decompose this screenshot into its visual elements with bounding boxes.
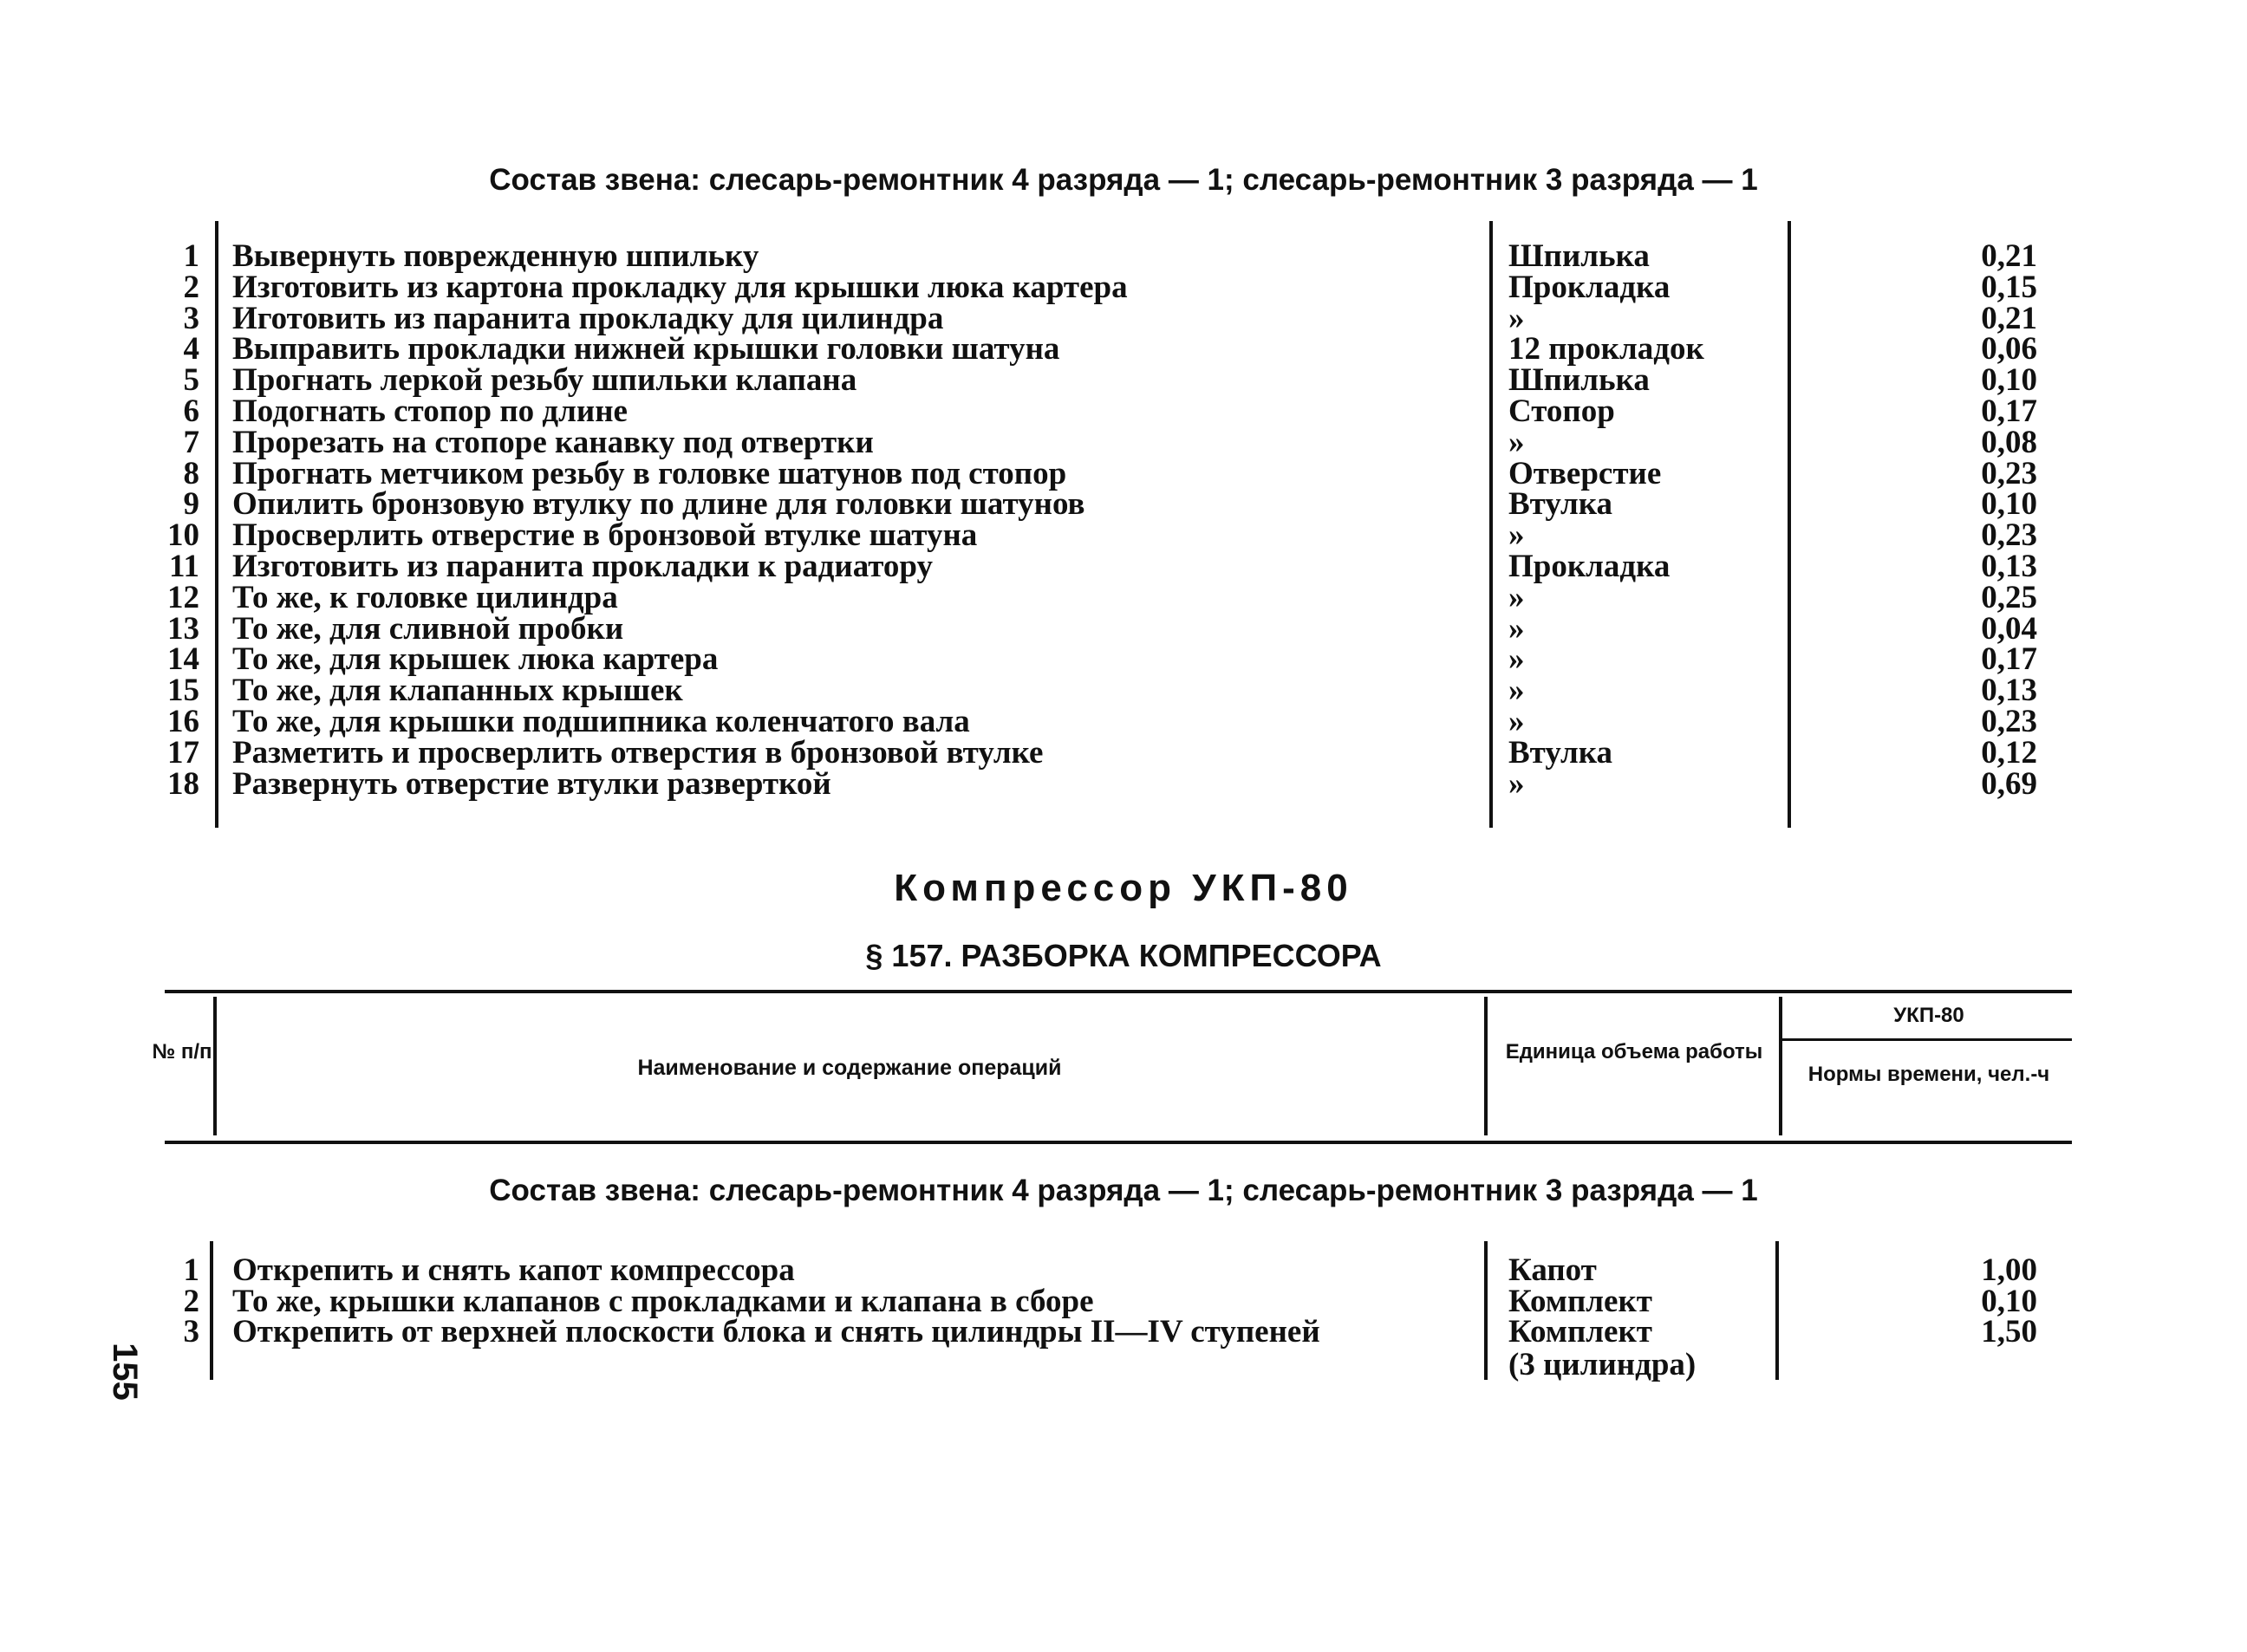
table-row xyxy=(0,486,2247,523)
table-row xyxy=(0,579,2247,615)
time-norm: 0,21 xyxy=(1981,238,2037,274)
work-unit: » xyxy=(1508,704,1525,739)
operation-text: Прогнать леркой резьбу шпильки клапана xyxy=(232,362,857,399)
time-norm: 0,10 xyxy=(1981,1283,2037,1319)
header-top-rule xyxy=(165,990,2072,993)
table-row xyxy=(0,610,2247,647)
table-row xyxy=(0,673,2247,709)
time-norm: 0,13 xyxy=(1981,673,2037,709)
work-unit: Втулка xyxy=(1508,734,1612,771)
work-unit: Стопор xyxy=(1508,393,1615,429)
time-norm: 0,23 xyxy=(1981,517,2037,554)
work-unit: 12 прокладок xyxy=(1508,331,1704,367)
header-col-unit: Единица объема работы xyxy=(1505,1040,1763,1063)
row-number: 13 xyxy=(167,610,199,647)
row-number: 14 xyxy=(167,641,199,678)
table-row xyxy=(0,734,2247,771)
table-row xyxy=(0,424,2247,460)
operation-text: То же, для сливной пробки xyxy=(232,610,624,647)
crew-composition-1: Состав звена: слесарь-ремонтник 4 разряда — 1; слесарь-ремонтник 3 разряда — 1 xyxy=(489,163,1758,197)
header-col-group: УКП-80 xyxy=(1893,1004,1964,1027)
table-row xyxy=(0,765,2247,802)
operation-text: Просверлить отверстие в бронзовой втулке шатуна xyxy=(232,517,978,554)
row-number: 9 xyxy=(183,486,199,523)
time-norm: 0,23 xyxy=(1981,704,2037,739)
operation-text: То же, крышки клапанов с прокладками и клапана в сборе xyxy=(232,1283,1094,1319)
row-number: 10 xyxy=(167,517,199,554)
time-norm: 0,17 xyxy=(1981,393,2037,429)
time-norm: 0,25 xyxy=(1981,579,2037,615)
work-unit-note: (3 цилиндра) xyxy=(1508,1347,1697,1382)
row-number: 11 xyxy=(169,549,199,584)
work-unit: Втулка xyxy=(1508,486,1612,523)
section-title: § 157. РАЗБОРКА КОМПРЕССОРА xyxy=(865,938,1382,973)
work-unit: » xyxy=(1508,300,1525,336)
row-number: 3 xyxy=(183,300,199,336)
work-unit: » xyxy=(1508,579,1525,615)
row-number: 6 xyxy=(183,393,199,429)
time-norm: 0,69 xyxy=(1981,765,2037,802)
header-divider-unit xyxy=(1779,997,1782,1135)
work-unit: Прокладка xyxy=(1508,549,1671,584)
work-unit: Прокладка xyxy=(1508,269,1671,305)
operation-text: Открепить от верхней плоскости блока и снять цилиндры II—IV ступеней xyxy=(232,1314,1320,1350)
table-row xyxy=(0,706,2247,738)
header-col-norm: Нормы времени, чел.-ч xyxy=(1807,1063,2050,1086)
operation-text: Развернуть отверстие втулки разверткой xyxy=(232,765,831,802)
table-row xyxy=(0,393,2247,429)
operation-text: То же, для клапанных крышек xyxy=(232,673,683,709)
table-row xyxy=(0,1252,2247,1288)
table-row xyxy=(0,455,2247,491)
operation-text: То же, для крышек люка картера xyxy=(232,641,719,678)
time-norm: 0,08 xyxy=(1981,424,2037,460)
row-number: 18 xyxy=(167,765,199,802)
header-group-rule xyxy=(1782,1038,2072,1041)
table-row xyxy=(0,269,2247,305)
time-norm: 1,00 xyxy=(1981,1252,2037,1288)
time-norm: 0,23 xyxy=(1981,455,2037,491)
operation-text: Прогнать метчиком резьбу в головке шатунов под стопор xyxy=(232,455,1067,491)
operation-text: Прорезать на стопоре канавку под отвертки xyxy=(232,424,874,460)
table-row xyxy=(0,641,2247,678)
header-col-operation: Наименование и содержание операций xyxy=(637,1056,1062,1080)
row-number: 7 xyxy=(183,424,199,460)
work-unit: » xyxy=(1508,765,1525,802)
row-number: 17 xyxy=(167,734,199,771)
table-row xyxy=(0,331,2247,367)
operation-text: Выправить прокладки нижней крышки головки шатуна xyxy=(232,331,1060,367)
page-number: 155 xyxy=(105,1343,144,1401)
row-number: 16 xyxy=(167,704,199,739)
crew-composition-2: Состав звена: слесарь-ремонтник 4 разряда — 1; слесарь-ремонтник 3 разряда — 1 xyxy=(489,1174,1758,1207)
row-number: 1 xyxy=(183,1252,199,1288)
time-norm: 0,10 xyxy=(1981,486,2037,523)
operation-text: Иготовить из паранита прокладку для цилиндра xyxy=(232,300,944,336)
heading-compressor: Компрессор УКП-80 xyxy=(894,867,1353,909)
work-unit: » xyxy=(1508,610,1525,647)
row-number: 4 xyxy=(183,331,199,367)
time-norm: 0,12 xyxy=(1981,734,2037,771)
operation-text: Открепить и снять капот компрессора xyxy=(232,1252,795,1288)
operation-text: Опилить бронзовую втулку по длине для головки шатунов xyxy=(232,486,1085,523)
row-number: 2 xyxy=(183,1283,199,1319)
operation-text: То же, для крышки подшипника коленчатого вала xyxy=(232,704,970,739)
work-unit: » xyxy=(1508,641,1525,678)
time-norm: 0,21 xyxy=(1981,300,2037,336)
work-unit: » xyxy=(1508,673,1525,709)
table-row xyxy=(0,517,2247,554)
row-number: 5 xyxy=(183,362,199,399)
operation-text: Разметить и просверлить отверстия в бронзовой втулке xyxy=(232,734,1044,771)
time-norm: 1,50 xyxy=(1981,1314,2037,1350)
work-unit: » xyxy=(1508,424,1525,460)
work-unit: Капот xyxy=(1508,1252,1597,1288)
time-norm: 0,15 xyxy=(1981,269,2037,305)
time-norm: 0,06 xyxy=(1981,331,2037,367)
table-row xyxy=(0,300,2247,336)
operation-text: Подогнать стопор по длине xyxy=(232,393,628,429)
work-unit: Шпилька xyxy=(1508,362,1650,399)
table-row xyxy=(0,238,2247,274)
time-norm: 0,17 xyxy=(1981,641,2037,678)
operation-text: Вывернуть поврежденную шпильку xyxy=(232,238,759,274)
table-row xyxy=(0,362,2247,399)
time-norm: 0,13 xyxy=(1981,549,2037,584)
header-col-num: № п/п xyxy=(152,1040,212,1063)
time-norm: 0,10 xyxy=(1981,362,2037,399)
header-bottom-rule xyxy=(165,1141,2072,1144)
work-unit: Отверстие xyxy=(1508,455,1662,491)
work-unit: Шпилька xyxy=(1508,238,1650,274)
row-number: 8 xyxy=(183,455,199,491)
work-unit: » xyxy=(1508,517,1525,554)
row-number: 1 xyxy=(183,238,199,274)
row-number: 2 xyxy=(183,269,199,305)
header-divider-op xyxy=(1484,997,1488,1135)
row-number: 15 xyxy=(167,673,199,709)
row-number: 3 xyxy=(183,1314,199,1350)
table-row xyxy=(0,551,2247,582)
operation-text: Изготовить из картона прокладку для крышки люка картера xyxy=(232,269,1128,305)
row-number: 12 xyxy=(167,579,199,615)
work-unit: Комплект xyxy=(1508,1314,1652,1350)
time-norm: 0,04 xyxy=(1981,610,2037,647)
operation-text: То же, к головке цилиндра xyxy=(232,579,618,615)
work-unit: Комплект xyxy=(1508,1283,1652,1319)
table-row xyxy=(0,1283,2247,1319)
operation-text: Изготовить из паранита прокладки к радиатору xyxy=(232,549,934,584)
